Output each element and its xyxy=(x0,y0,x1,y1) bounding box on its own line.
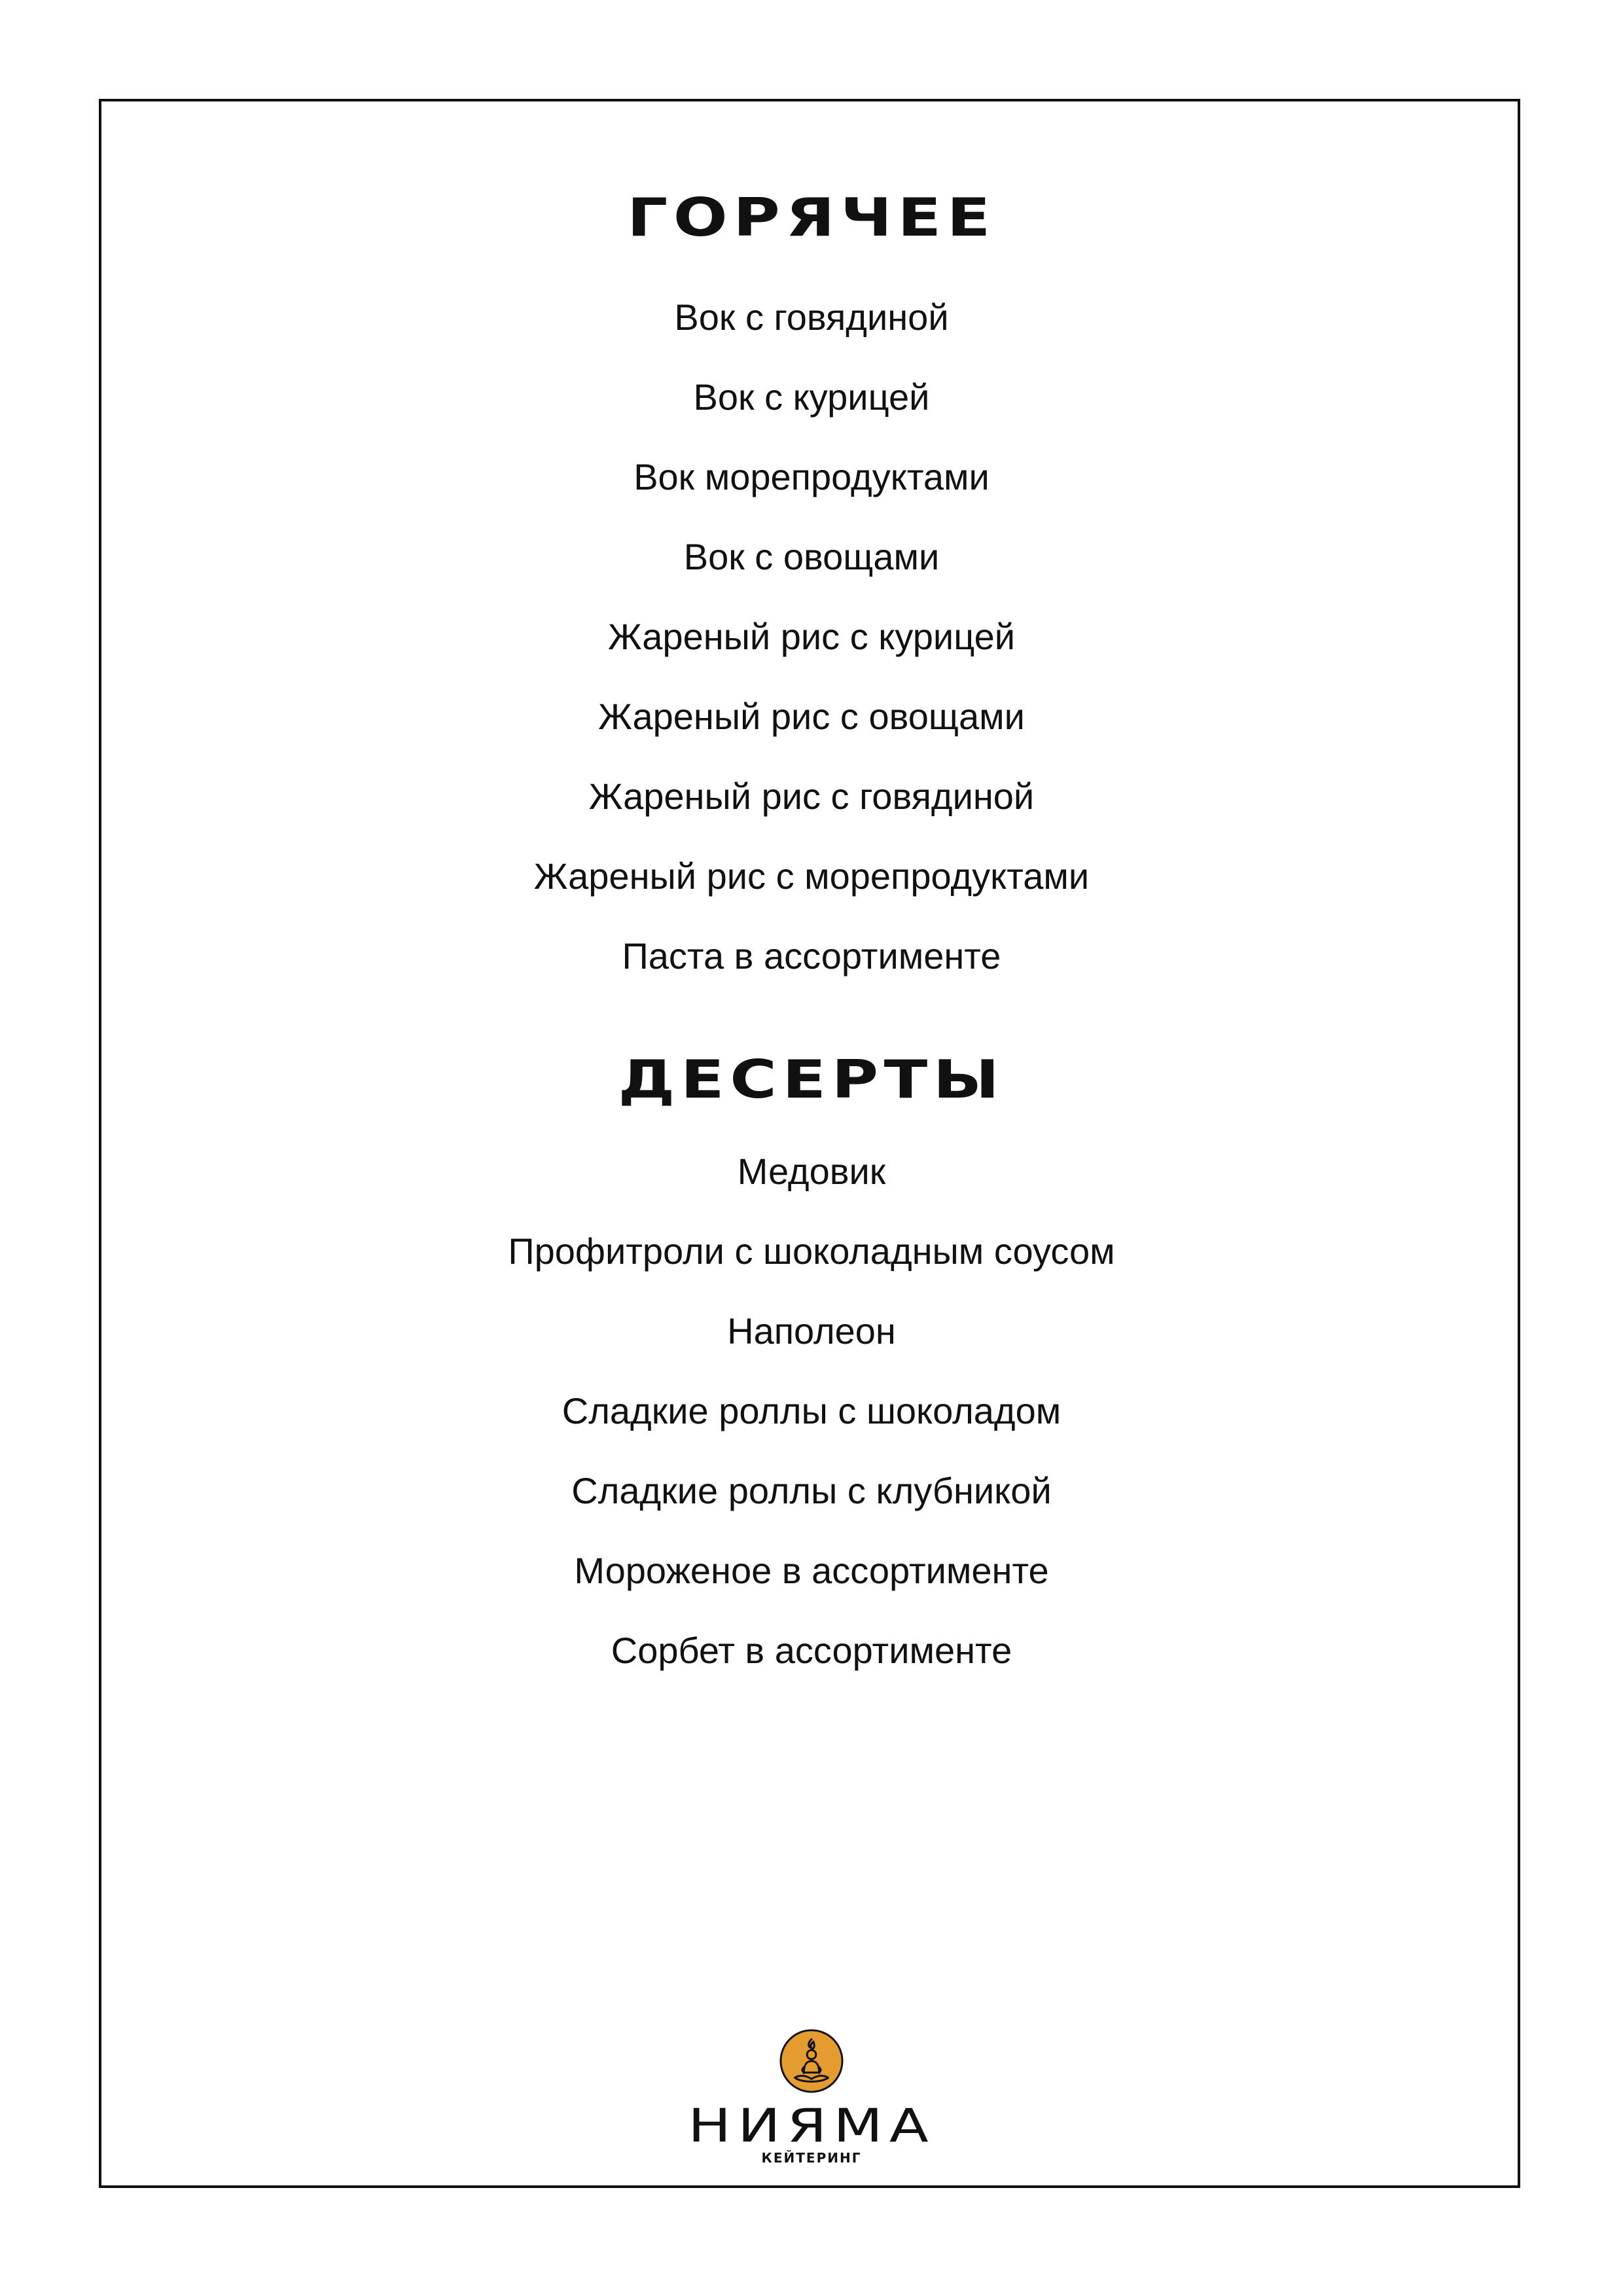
desserts-section xyxy=(0,1050,1623,1691)
brand-logo xyxy=(0,2029,1623,2166)
menu-item: Вок морепродуктами xyxy=(633,456,990,497)
menu-item: Сорбет в ассортименте xyxy=(611,1630,1012,1671)
section-title-hot: ГОРЯЧЕЕ xyxy=(627,187,996,248)
menu-item: Паста в ассортименте xyxy=(622,935,1001,977)
brand-name: НИЯМА xyxy=(688,2099,935,2153)
menu-item: Жареный рис с овощами xyxy=(598,696,1025,737)
menu-item: Жареный рис с курицей xyxy=(607,616,1016,657)
brand-subtitle: КЕЙТЕРИНГ xyxy=(761,2150,862,2166)
menu-item: Жареный рис с говядиной xyxy=(588,776,1035,817)
section-title-desserts: ДЕСЕРТЫ xyxy=(618,1049,1005,1110)
menu-item: Мороженое в ассортименте xyxy=(574,1550,1049,1591)
desserts-list xyxy=(0,1132,1623,1691)
meditating-figure-icon xyxy=(779,2029,844,2093)
menu-item: Вок с овощами xyxy=(683,536,940,577)
hot-dishes-list xyxy=(0,278,1623,996)
menu-item: Медовик xyxy=(737,1151,886,1192)
menu-item: Вок с курицей xyxy=(693,376,930,418)
menu-item: Жареный рис с морепродуктами xyxy=(533,855,1090,897)
menu-item: Сладкие роллы с шоколадом xyxy=(562,1390,1061,1431)
menu-item: Профитроли с шоколадным соусом xyxy=(508,1230,1115,1272)
menu-item: Сладкие роллы с клубникой xyxy=(571,1470,1052,1511)
menu-item: Вок с говядиной xyxy=(674,296,949,338)
hot-dishes-section xyxy=(0,188,1623,996)
menu-item: Наполеон xyxy=(727,1310,896,1352)
